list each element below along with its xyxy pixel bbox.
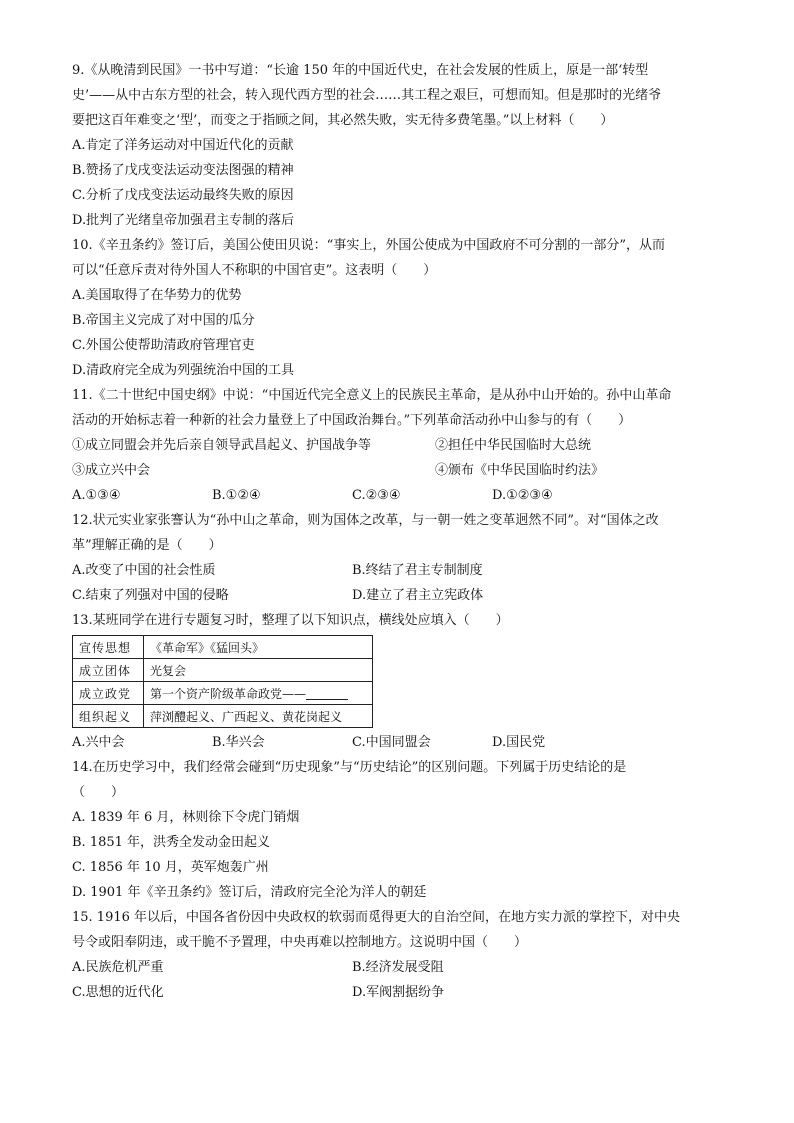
question-stem: 10.《辛丑条约》签订后，美国公使田贝说：“事实上，外国公使成为中国政府不可分割的一部分”，从而 — [72, 238, 665, 253]
option-b: B.赞扬了戊戌变法运动变法图强的精神 — [72, 163, 294, 178]
table-value: 光复会 — [144, 659, 373, 682]
option-a: A.兴中会 — [72, 735, 125, 750]
table-key: 成立政党 — [73, 682, 144, 705]
table-row — [73, 636, 373, 659]
question-stem: 活动的开始标志着一种新的社会力量登上了中国政治舞台。”下列革命活动孙中山参与的有（ ） — [72, 413, 632, 428]
question-stem: 可以“任意斥责对待外国人不称职的中国官吏”。这表明（ ） — [72, 263, 437, 278]
table-value-with-blank — [144, 682, 373, 705]
question-stem: 11.《二十世纪中国史纲》中说：“中国近代完全意义上的民族民主革命，是从孙中山开始的。孙中山革命 — [72, 388, 672, 403]
question-stem: 15. 1916 年以后，中国各省份因中央政权的软弱而觅得更大的自治空间，在地方实力派的掌控下，对中央 — [72, 910, 681, 925]
table-value: 《革命军》《猛回头》 — [144, 636, 373, 659]
question-9 — [72, 58, 722, 233]
question-stem: 史’——从中古东方型的社会，转入现代西方型的社会……其工程之艰巨，可想而知。但是那时的光绪爷 — [72, 88, 662, 103]
question-15 — [72, 905, 722, 1005]
statement-2: ②担任中华民国临时大总统 — [435, 438, 592, 453]
table-row — [73, 682, 373, 705]
table-key: 成立团体 — [73, 659, 144, 682]
option-c: C.结束了列强对中国的侵略 — [72, 588, 229, 603]
option-b: B. 1851 年，洪秀全发动金田起义 — [72, 835, 271, 850]
question-11 — [72, 383, 722, 508]
option-a: A. 1839 年 6 月，林则徐下令虎门销烟 — [72, 810, 300, 825]
question-stem: 要把这百年难变之‘型’，而变之于指顾之间，其必然失败，实无待多费笔墨。”以上材料（ ） — [72, 113, 614, 128]
option-b: B.终结了君主专制制度 — [352, 563, 483, 578]
question-stem: 13.某班同学在进行专题复习时，整理了以下知识点，横线处应填入（ ） — [72, 613, 509, 628]
option-d: D.清政府完全成为列强统治中国的工具 — [72, 363, 295, 378]
options-row — [72, 955, 722, 980]
question-stem: 革”理解正确的是（ ） — [72, 538, 222, 553]
table-key: 宣传思想 — [73, 636, 144, 659]
statement-3: ③成立兴中会 — [72, 463, 151, 478]
question-stem: （ ） — [72, 785, 125, 800]
option-b: B.①②④ — [212, 488, 261, 503]
option-a: A.改变了中国的社会性质 — [72, 563, 216, 578]
table-value: 萍浏醴起义、广西起义、黄花岗起义 — [144, 705, 373, 728]
option-d: D.军阀割据纷争 — [352, 985, 445, 1000]
option-c: C.中国同盟会 — [352, 735, 431, 750]
table-row — [73, 659, 373, 682]
option-d: D. 1901 年《辛丑条约》签订后，清政府完全沦为洋人的朝廷 — [72, 885, 427, 900]
table-key: 组织起义 — [73, 705, 144, 728]
question-14 — [72, 755, 722, 905]
option-a: A.民族危机严重 — [72, 960, 164, 975]
option-c: C.思想的近代化 — [72, 985, 164, 1000]
option-d: D.国民党 — [492, 735, 546, 750]
option-d: D.①②③④ — [492, 488, 553, 503]
options-row — [72, 558, 722, 583]
exam-page — [72, 58, 722, 1005]
option-d: D.建立了君主立宪政体 — [352, 588, 484, 603]
option-c: C.分析了戊戌变法运动最终失败的原因 — [72, 188, 294, 203]
option-a: A.美国取得了在华势力的优势 — [72, 288, 242, 303]
question-13 — [72, 608, 722, 755]
table-row — [73, 705, 373, 728]
statement-row — [72, 458, 722, 483]
options-row — [72, 583, 722, 608]
options-row — [72, 980, 722, 1005]
statement-4: ④颁布《中华民国临时约法》 — [435, 463, 605, 478]
question-10 — [72, 233, 722, 383]
question-stem: 9.《从晚清到民国》一书中写道：“长逾 150 年的中国近代史，在社会发展的性质上，原是一部‘转型 — [72, 63, 649, 78]
question-stem: 12.状元实业家张謇认为“孙中山之革命，则为国体之改革，与一朝一姓之变革迥然不同”。对“国体之改 — [72, 513, 659, 528]
knowledge-table — [72, 635, 373, 728]
question-stem: 14.在历史学习中，我们经常会碰到“历史现象”与“历史结论”的区别问题。下列属于历史结论的是 — [72, 760, 627, 775]
statement-1: ①成立同盟会并先后亲自领导武昌起义、护国战争等 — [72, 438, 372, 453]
question-stem: 号令或阳奉阴违，或干脆不予置理，中央再难以控制地方。这说明中国（ ） — [72, 935, 528, 950]
option-b: B.华兴会 — [212, 735, 265, 750]
question-12 — [72, 508, 722, 608]
option-d: D.批判了光绪皇帝加强君主专制的落后 — [72, 213, 295, 228]
option-c: C.外国公使帮助清政府管理官吏 — [72, 338, 255, 353]
table-value: 第一个资产阶级革命政党—— — [150, 686, 307, 701]
options-row — [72, 730, 722, 755]
statement-row — [72, 433, 722, 458]
option-c: C.②③④ — [352, 488, 401, 503]
answer-blank — [306, 685, 348, 700]
option-b: B.经济发展受阻 — [352, 960, 444, 975]
option-a: A.①③④ — [72, 488, 121, 503]
option-b: B.帝国主义完成了对中国的瓜分 — [72, 313, 255, 328]
options-row — [72, 483, 722, 508]
option-a: A.肯定了洋务运动对中国近代化的贡献 — [72, 138, 294, 153]
option-c: C. 1856 年 10 月，英军炮轰广州 — [72, 860, 269, 875]
